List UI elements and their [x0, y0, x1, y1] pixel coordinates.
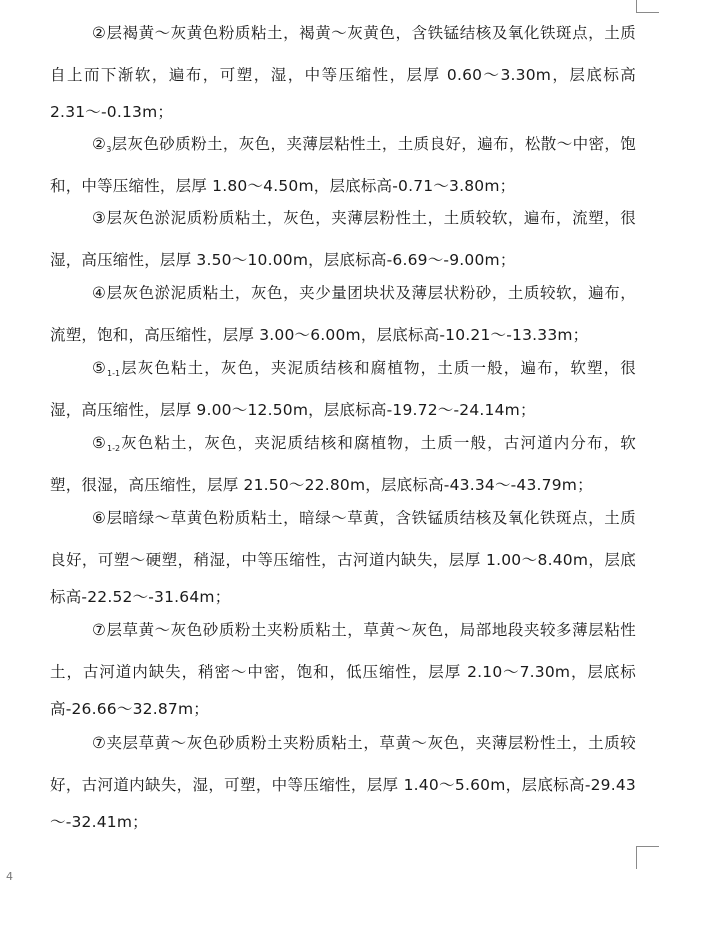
paragraph-layer-2-3: [50, 126, 636, 205]
layer-marker: ⑦: [92, 734, 107, 752]
paragraph-text: 层褐黄～灰黄色粉质粘土，褐黄～灰黄色，含铁锰结核及氧化铁斑点，土质自上而下渐软，遍布，可塑，湿，中等压缩性，层厚 0.60～3.30m，层底标高 2.31～-0.13m；: [50, 24, 636, 121]
paragraph-layer-5-1-1: [50, 350, 636, 429]
layer-marker: ②: [92, 24, 107, 42]
paragraph-text: 层灰色砂质粉土，灰色，夹薄层粘性土，土质良好，遍布，松散～中密，饱和，中等压缩性，层厚 1.80～4.50m，层底标高-0.71～3.80m；: [50, 135, 636, 195]
layer-subscript: 3: [106, 145, 112, 154]
layer-marker: ③: [92, 209, 107, 227]
paragraph-text: 层灰色淤泥质粘土，灰色，夹少量团块状及薄层状粉砂，土质较软，遍布，流塑，饱和，高压缩性，层厚 3.00～6.00m，层底标高-10.21～-13.33m；: [50, 284, 636, 344]
paragraph-text: 层灰色粘土，灰色，夹泥质结核和腐植物，土质一般，遍布，软塑，很湿，高压缩性，层厚 9.00～12.50m，层底标高-19.72～-24.14m；: [50, 359, 636, 419]
paragraph-layer-7: [50, 612, 636, 728]
paragraph-layer-2: [50, 15, 636, 131]
paragraph-layer-5-1-2: [50, 425, 636, 504]
paragraph-text: 层暗绿～草黄色粉质粘土，暗绿～草黄，含铁锰质结核及氧化铁斑点，土质良好，可塑～硬塑，稍湿，中等压缩性，古河道内缺失，层厚 1.00～8.40m，层底标高-22.52～-31.64m；: [50, 509, 636, 606]
layer-marker: ⑤: [92, 434, 108, 452]
page-corner-mark-bottom: [636, 846, 659, 869]
layer-subscript: 1-1: [107, 369, 121, 378]
paragraph-text: 层灰色淤泥质粉质粘土，灰色，夹薄层粉性土，土质较软，遍布，流塑，很湿，高压缩性，层厚 3.50～10.00m，层底标高-6.69～-9.00m；: [50, 209, 636, 269]
layer-subscript: 1-2: [107, 444, 121, 453]
paragraph-text: 夹层草黄～灰色砂质粉土夹粉质粘土，草黄～灰色，夹薄层粉性土，土质较好，古河道内缺失，湿，可塑，中等压缩性，层厚 1.40～5.60m，层底标高-29.43～-32.41m；: [50, 734, 636, 831]
layer-marker: ②: [92, 135, 107, 153]
paragraph-text: 灰色粘土，灰色，夹泥质结核和腐植物，土质一般，古河道内分布，软塑，很湿，高压缩性，层厚 21.50～22.80m，层底标高-43.34～-43.79m；: [50, 434, 636, 494]
paragraph-layer-6: [50, 500, 636, 616]
paragraph-layer-3: [50, 200, 636, 279]
paragraph-layer-4: [50, 275, 636, 354]
paragraph-layer-7-interlayer: [50, 725, 636, 841]
layer-marker: ⑤: [92, 359, 108, 377]
layer-marker: ⑦: [92, 621, 107, 639]
page-corner-mark-top: [636, 0, 659, 13]
paragraph-text: 层草黄～灰色砂质粉土夹粉质粘土，草黄～灰色，局部地段夹较多薄层粘性土，古河道内缺失，稍密～中密，饱和，低压缩性，层厚 2.10～7.30m，层底标高-26.66～32.87m；: [50, 621, 636, 718]
page-number: 4: [6, 870, 13, 883]
layer-marker: ⑥: [92, 509, 107, 527]
layer-marker: ④: [92, 284, 107, 302]
